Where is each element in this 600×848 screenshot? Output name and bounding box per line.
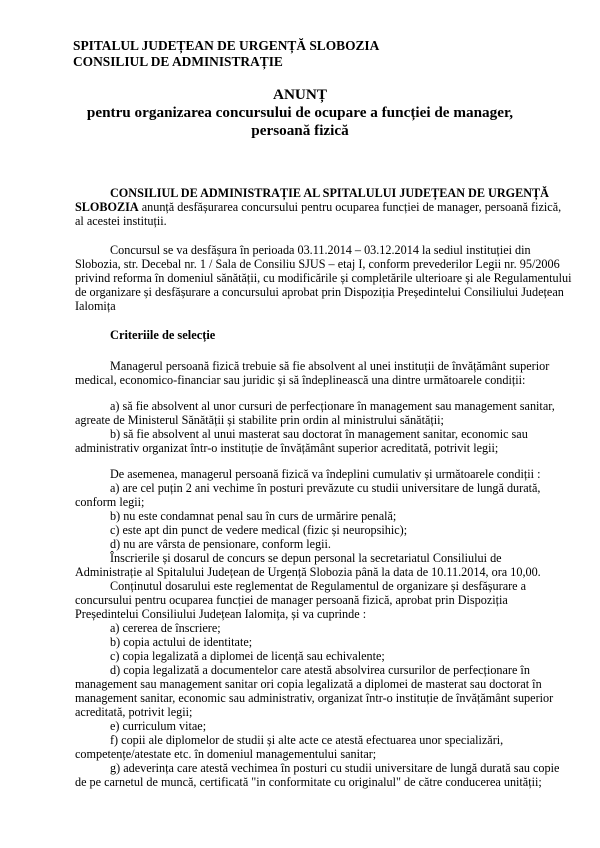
registration-line: Administrație al Spitalului Județean de Urgență Slobozia până la data de 10.11.2014, ora 10,00. (75, 565, 541, 579)
dossier-item: d) copia legalizată a documentelor care atestă absolvirea cursurilor de perfecționare în (110, 663, 530, 677)
condition-line: administrativ organizat într-o instituție de învățământ superior acreditată, potrivit legii; (75, 441, 499, 455)
period-line: Concursul se va desfășura în perioada 03.11.2014 – 03.12.2014 la sediul instituției din (110, 243, 531, 257)
dossier-item: g) adeverința care atestă vechimea în posturi cu studii universitare de lungă durată sau copie (110, 761, 560, 775)
announcement-title: ANUNȚ (272, 86, 327, 103)
dossier-item: a) cererea de înscriere; (110, 621, 221, 635)
period-line: Ialomița (75, 299, 116, 313)
intro-line-2 (75, 200, 561, 214)
criteria-heading: Criteriile de selecție (110, 328, 216, 342)
dossier-item: f) copii ale diplomelor de studii și alte acte ce atestă efectuarea unor specializări, (110, 733, 504, 747)
period-line: Slobozia, str. Decebal nr. 1 / Sala de Consiliu SJUS – etaj I, conform prevederilor Legii nr. 95/2006 (75, 257, 560, 271)
dossier-line: Conținutul dosarului este reglementat de Regulamentul de organizare și desfășurare a (110, 579, 527, 593)
intro-bold-line: CONSILIUL DE ADMINISTRAȚIE AL SPITALULUI JUDEȚEAN DE URGENȚĂ (110, 186, 549, 200)
cumulative-line: c) este apt din punct de vedere medical (fizic și neuropsihic); (110, 523, 408, 537)
cumulative-line: d) nu are vârsta de pensionare, conform legii. (110, 537, 331, 551)
cumulative-line: a) are cel puțin 2 ani vechime în posturi prevăzute cu studii universitare de lungă durată, (110, 481, 541, 495)
period-line: privind reforma în domeniul sănătății, cu modificările și completările ulterioare și ale Regulamentului (75, 271, 572, 285)
cumulative-line: conform legii; (75, 495, 145, 509)
condition-line: agreate de Ministerul Sănătății și stabilite prin ordin al ministrului sănătății; (75, 413, 444, 427)
dossier-item: b) copia actului de identitate; (110, 635, 253, 649)
announcement-subtitle-2: persoană fizică (251, 122, 349, 139)
cumulative-line: De asemenea, managerul persoană fizică va îndeplini cumulativ și următoarele condiții : (110, 467, 541, 481)
intro-bold-word: SLOBOZIA (75, 200, 139, 214)
dossier-line: Președintelui Consiliului Județean Ialomița, și va cuprinde : (75, 607, 367, 621)
dossier-item: e) curriculum vitae; (110, 719, 207, 733)
criteria-line: Managerul persoană fizică trebuie să fie absolvent al unei instituții de învățământ superior (110, 359, 550, 373)
cumulative-line: b) nu este condamnat penal sau în curs de urmărire penală; (110, 509, 397, 523)
intro-line-3: al acestei instituții. (75, 214, 167, 228)
dossier-line: concursului pentru ocuparea funcției de manager persoană fizică, aprobat prin Dispoziția (75, 593, 508, 607)
announcement-subtitle: pentru organizarea concursului de ocupare a funcției de manager, (86, 104, 514, 121)
condition-line: a) să fie absolvent al unor cursuri de perfecționare în management sau management sanitar, (110, 399, 555, 413)
dossier-item: management sau management sanitar ori copia legalizată a diplomei de masterat sau doctorat în (75, 677, 542, 691)
dossier-item: competențe/atestate etc. în domeniul managementului sanitar; (75, 747, 377, 761)
registration-line: Înscrierile și dosarul de concurs se depun personal la secretariatul Consiliului de (110, 551, 502, 565)
criteria-line: medical, economico-financiar sau juridic și să îndeplinească una dintre următoarele condiții: (75, 373, 526, 387)
dossier-item: c) copia legalizată a diplomei de licență sau echivalente; (110, 649, 385, 663)
dossier-item: acreditată, potrivit legii; (75, 705, 193, 719)
condition-line: b) să fie absolvent al unui masterat sau doctorat în management sanitar, economic sau (110, 427, 528, 441)
institution-name: SPITALUL JUDEȚEAN DE URGENȚĂ SLOBOZIA (73, 38, 380, 53)
dossier-item: de pe carnetul de muncă, certificată "in conformitate cu originalul" de către conducerea unității; (75, 775, 542, 789)
period-line: de organizare și desfășurare a concursului aprobat prin Dispoziția Președintelui Consiliului Județean (75, 285, 564, 299)
board-name: CONSILIUL DE ADMINISTRAȚIE (73, 54, 283, 69)
intro-rest: anunță desfășurarea concursului pentru ocuparea funcției de manager, persoană fizică, (138, 200, 562, 214)
dossier-item: management sanitar, economic sau administrativ, organizat într-o instituție de învățământ superior (75, 691, 554, 705)
